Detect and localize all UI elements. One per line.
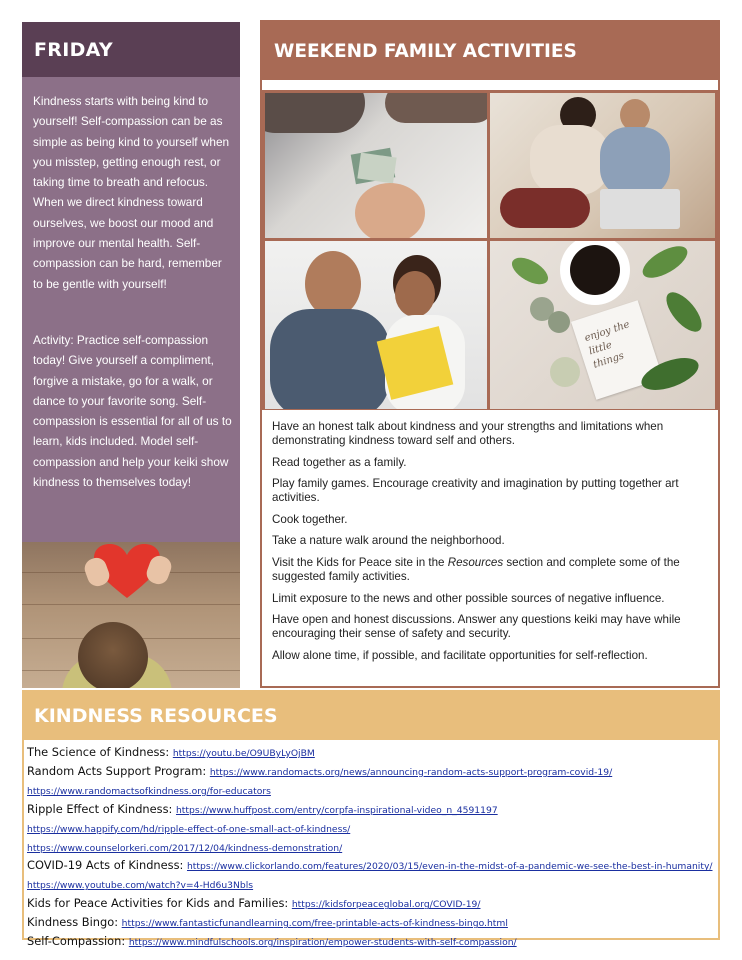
activity-item: Play family games. Encourage creativity and imagination by putting together art activities. [272, 477, 679, 505]
weekend-title: WEEKEND FAMILY ACTIVITIES [274, 40, 577, 62]
resource-label: Kids for Peace Activities for Kids and Families: [27, 896, 292, 911]
resource-link[interactable]: https://www.happify.com/hd/ripple-effect-of-one-small-act-of-kindness/ [27, 823, 351, 835]
friday-paragraph-2: Activity: Practice self-compassion today! Give yourself a compliment, forgive a mistake, go for a walk, or dance to your favorite song. Self-compassion is essential for all of us to learn, kids included. Model self-compassion and help your keiki show kindness to themselves today! [33, 332, 232, 490]
weekend-header [262, 22, 718, 80]
resource-link[interactable]: https://youtu.be/O9UByLyOjBM [172, 748, 315, 759]
resource-item [27, 895, 718, 914]
resource-item [27, 763, 718, 782]
resource-label: Kindness Bingo: [27, 915, 122, 930]
activity-item: Read together as a family. [272, 455, 407, 469]
resource-link[interactable]: https://www.youtube.com/watch?v=4-Hd6u3Nbls [27, 880, 254, 892]
resource-item [27, 820, 718, 839]
resource-link[interactable]: https://www.randomactsofkindness.org/for-educators [27, 785, 271, 797]
resource-label: The Science of Kindness: [27, 745, 173, 759]
resource-item [27, 914, 718, 933]
visit-text-resources: Resources [447, 555, 504, 569]
resources-list [24, 740, 718, 952]
friday-panel [22, 22, 240, 688]
friday-paragraph-1: Kindness starts with being kind to yourself! Self-compassion can be as simple as being kind to yourself when you misstep, getting enough rest, or taking time to breath and refocus. When we direct kindness toward ourselves, we boost our mood and improve our mental health. Self-compassion can be hard, remember to be gentle with yourself! [33, 94, 230, 291]
resource-item [27, 933, 718, 952]
resource-link[interactable]: https://kidsforpeaceglobal.org/COVID-19/ [291, 899, 481, 911]
activities-list [262, 420, 718, 670]
activity-item: Allow alone time, if possible, and facilitate opportunities for self-reflection. [272, 648, 648, 662]
child-heart-photo [22, 542, 240, 688]
resource-link[interactable]: https://www.fantasticfunandlearning.com/free-printable-acts-of-kindness-bingo.html [121, 918, 508, 930]
resource-link[interactable]: https://www.clickorlando.com/features/2020/03/15/even-in-the-midst-of-a-pandemic-we-see-the-best-in-humanity/ [186, 861, 713, 873]
resource-link[interactable]: https://www.counselorkeri.com/2017/12/04/kindness-demonstration/ [27, 842, 343, 854]
resource-link[interactable]: https://www.randomacts.org/news/announcing-random-acts-support-program-covid-19/ [209, 766, 613, 778]
father-daughter-reading-photo [265, 241, 487, 409]
resource-label: COVID-19 Acts of Kindness: [27, 858, 187, 873]
resource-item [27, 744, 718, 763]
activity-item: Limit exposure to the news and other possible sources of negative influence. [272, 591, 665, 605]
resource-item [27, 801, 718, 820]
friday-title: FRIDAY [34, 38, 113, 61]
friday-body [22, 77, 240, 492]
resource-link[interactable]: https://www.huffpost.com/entry/corpfa-inspirational-video_n_4591197 [175, 804, 498, 816]
resource-item [27, 782, 718, 801]
enjoy-card-text: enjoy the little things [583, 319, 632, 371]
visit-text-end: section and complete some of the suggested family activities. [272, 555, 680, 584]
resource-label: Ripple Effect of Kindness: [27, 801, 176, 816]
resource-label: Self-Compassion: [27, 934, 129, 949]
coffee-leaves-photo [490, 241, 715, 409]
photo-grid [262, 90, 718, 410]
resource-label: Random Acts Support Program: [27, 763, 210, 778]
activity-item: Have an honest talk about kindness and your strengths and limitations when demonstrating kindness toward self and others. [272, 420, 664, 448]
activity-item: Take a nature walk around the neighborhood. [272, 534, 505, 548]
resources-header [24, 692, 718, 740]
resource-item [27, 876, 718, 895]
resource-item [27, 839, 718, 858]
friday-header [22, 22, 240, 77]
card-game-photo [265, 93, 487, 238]
visit-text-start: Visit the Kids for Peace site in the [272, 555, 448, 569]
activity-item: Cook together. [272, 512, 348, 526]
activity-item: Have open and honest discussions. Answer any questions keiki may have while encouraging their sense of safety and security. [272, 613, 681, 641]
weekend-panel [260, 20, 720, 688]
activity-item-visit [272, 556, 708, 584]
resource-link[interactable]: https://www.mindfulschools.org/inspiration/empower-students-with-self-compassion/ [128, 937, 517, 949]
family-laptop-photo [490, 93, 715, 238]
resources-panel [22, 690, 720, 949]
resources-title: KINDNESS RESOURCES [34, 705, 278, 727]
resource-item [27, 857, 718, 876]
